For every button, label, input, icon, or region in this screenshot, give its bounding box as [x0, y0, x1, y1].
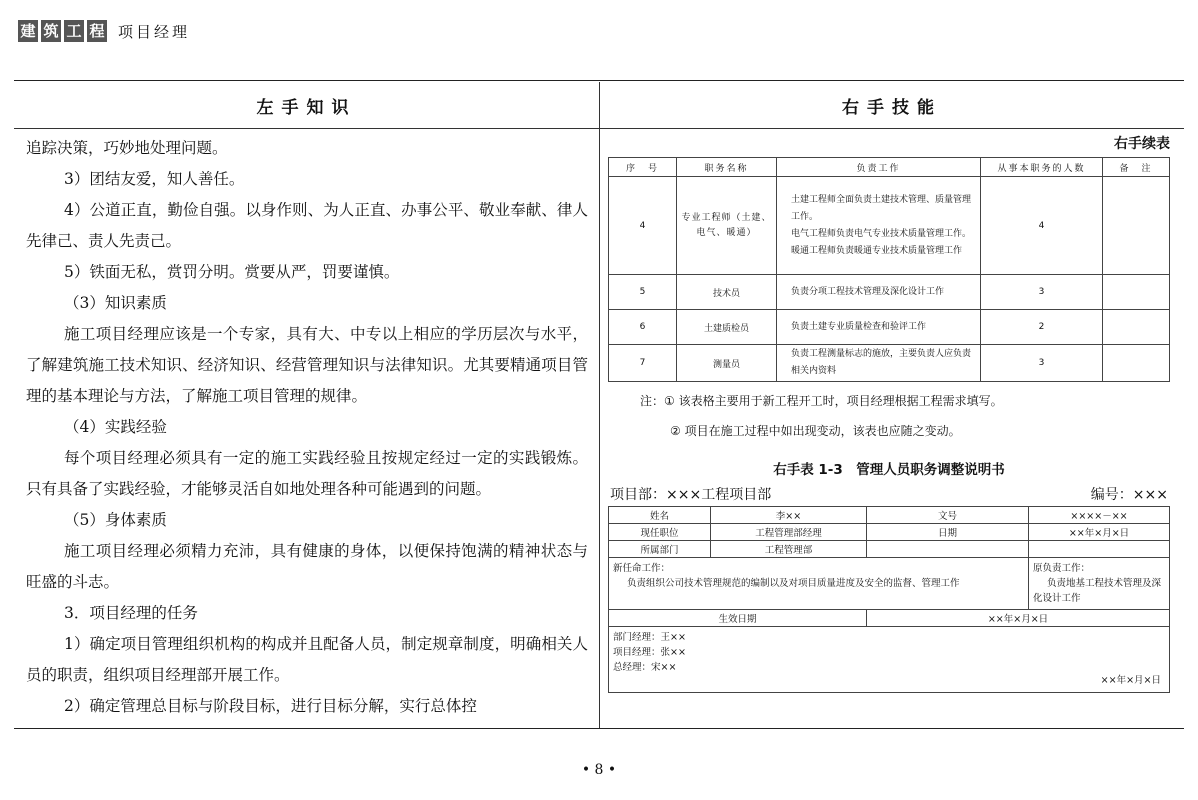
label-cell: 文号 — [867, 507, 1029, 524]
cell-title: 测量员 — [677, 345, 777, 382]
label-cell: 日期 — [867, 524, 1029, 541]
table-notes — [608, 386, 1170, 446]
paragraph: 4）公道正直，勤俭自强。以身作则、为人正直、办事公平、敬业奉献、律人先律己、责人先责己。 — [26, 201, 588, 250]
new-duty-cell — [609, 558, 1029, 610]
column-header: 序 号 — [609, 158, 677, 177]
old-duty-label: 原负责工作： — [1033, 563, 1091, 574]
sign-date: ××年×月×日 — [1100, 675, 1161, 686]
column-header: 备 注 — [1103, 158, 1170, 177]
form-row — [609, 507, 1170, 524]
paragraph: 施工项目经理必须精力充沛，具有健康的身体，以便保持饱满的精神状态与旺盛的斗志。 — [26, 542, 588, 591]
sign-pm: 项目经理：张×× — [613, 647, 686, 658]
cell-no: 6 — [609, 310, 677, 345]
value-cell: 李×× — [711, 507, 867, 524]
cell-title: 专业工程师（土建、电气、暖通） — [677, 177, 777, 275]
continued-label: 右手续表 — [1114, 136, 1170, 152]
empty-cell — [1029, 541, 1170, 558]
cell-remark — [1103, 177, 1170, 275]
cell-duty: 负责土建专业质量检查和验评工作 — [777, 310, 981, 345]
label-cell: 所属部门 — [609, 541, 711, 558]
section-heading: 3．项目经理的任务 — [64, 604, 198, 622]
form-row — [609, 524, 1170, 541]
new-duty-text: 负责组织公司技术管理规范的编制以及对项目质量进度及安全的监督、管理工作 — [627, 578, 960, 589]
note-line: 注：① 该表格主要用于新工程开工时，项目经理根据工程需求填写。 — [640, 394, 1003, 408]
section-heading: （4）实践经验 — [64, 418, 167, 436]
table-row — [609, 345, 1170, 382]
value-cell: ××年×月×日 — [1029, 524, 1170, 541]
column-header: 负责工作 — [777, 158, 981, 177]
value-cell: 工程管理部 — [711, 541, 867, 558]
empty-cell — [867, 541, 1029, 558]
column-header: 职务名称 — [677, 158, 777, 177]
paragraph: 5）铁面无私，赏罚分明。赏要从严，罚要谨慎。 — [64, 263, 400, 281]
note-line: ② 项目在施工过程中如出现变动，该表也应随之变动。 — [670, 424, 961, 438]
book-subtitle: 项目经理 — [118, 22, 191, 41]
duty-line: 电气工程师负责电气专业技术质量管理工作。 — [791, 228, 972, 239]
section-heading: （3）知识素质 — [64, 294, 167, 312]
adjustment-form — [608, 506, 1170, 693]
series-char: 程 — [87, 20, 107, 42]
series-char: 筑 — [41, 20, 61, 42]
cell-count: 3 — [981, 275, 1103, 310]
table-title: 右手表 1-3 管理人员职务调整说明书 — [773, 462, 1005, 478]
right-column-body — [608, 133, 1170, 693]
old-duty-text: 负责地基工程技术管理及深化设计工作 — [1033, 578, 1162, 604]
cell-count: 3 — [981, 345, 1103, 382]
paragraph: 1）确定项目管理组织机构的构成并且配备人员，制定规章制度，明确相关人员的职责，组织项目经理部开展工作。 — [26, 635, 588, 684]
form-row — [609, 558, 1170, 610]
page-number: • 8 • — [581, 762, 617, 778]
sign-manager: 部门经理：王×× — [613, 632, 686, 643]
signature-cell — [609, 627, 1170, 693]
cell-no: 5 — [609, 275, 677, 310]
cell-no: 7 — [609, 345, 677, 382]
series-char: 工 — [64, 20, 84, 42]
cell-duty: 负责工程测量标志的施放，主要负责人应负责相关内资料 — [777, 345, 981, 382]
cell-remark — [1103, 275, 1170, 310]
bottom-rule — [14, 728, 1184, 729]
table-row — [609, 275, 1170, 310]
cell-title: 土建质检员 — [677, 310, 777, 345]
label-cell: 现任职位 — [609, 524, 711, 541]
duty-line: 暖通工程师负责暖通专业技术质量管理工作 — [791, 245, 963, 256]
label-cell: 姓名 — [609, 507, 711, 524]
value-cell: 工程管理部经理 — [711, 524, 867, 541]
paragraph: 3）团结友爱，知人善任。 — [64, 170, 245, 188]
cell-remark — [1103, 345, 1170, 382]
left-column-body — [26, 133, 588, 722]
cell-duty — [777, 177, 981, 275]
paragraph: 施工项目经理应该是一个专家，具有大、中专以上相应的学历层次与水平，了解建筑施工技术知识、经济知识、经营管理知识与法律知识。尤其要精通项目管理的基本理论与方法，了解施工项目管理的规律。 — [26, 325, 588, 405]
paragraph: 追踪决策，巧妙地处理问题。 — [26, 139, 228, 157]
dept-label: 项目部：×××工程项目部 — [610, 487, 772, 503]
right-column-title: 右手技能 — [842, 97, 942, 118]
cell-count: 4 — [981, 177, 1103, 275]
form-row — [609, 627, 1170, 693]
staff-table — [608, 157, 1170, 382]
column-header: 从事本职务的人数 — [981, 158, 1103, 177]
table-row — [609, 177, 1170, 275]
cell-no: 4 — [609, 177, 677, 275]
paragraph: 2）确定管理总目标与阶段目标，进行目标分解，实行总体控 — [64, 697, 477, 715]
old-duty-cell — [1029, 558, 1170, 610]
form-row — [609, 610, 1170, 627]
section-heading: （5）身体素质 — [64, 511, 167, 529]
value-cell: ××年×月×日 — [867, 610, 1170, 627]
table-header-row — [609, 158, 1170, 177]
label-cell: 生效日期 — [609, 610, 867, 627]
series-char: 建 — [18, 20, 38, 42]
sign-gm: 总经理：宋×× — [613, 662, 677, 673]
doc-number: 编号：××× — [1090, 487, 1168, 503]
cell-title: 技术员 — [677, 275, 777, 310]
running-header — [18, 18, 190, 44]
value-cell: ××××－×× — [1029, 507, 1170, 524]
form-row — [609, 541, 1170, 558]
column-divider — [599, 82, 600, 728]
cell-count: 2 — [981, 310, 1103, 345]
left-column-title: 左手知识 — [256, 97, 357, 118]
cell-duty: 负责分项工程技术管理及深化设计工作 — [777, 275, 981, 310]
table-meta — [608, 484, 1170, 506]
duty-line: 土建工程师全面负责土建技术管理、质量管理工作。 — [791, 194, 972, 222]
top-rule — [14, 80, 1184, 81]
table-row — [609, 310, 1170, 345]
new-duty-label: 新任命工作： — [613, 563, 671, 574]
cell-remark — [1103, 310, 1170, 345]
paragraph: 每个项目经理必须具有一定的施工实践经验且按规定经过一定的实践锻炼。只有具备了实践经验，才能够灵活自如地处理各种可能遇到的问题。 — [26, 449, 588, 498]
